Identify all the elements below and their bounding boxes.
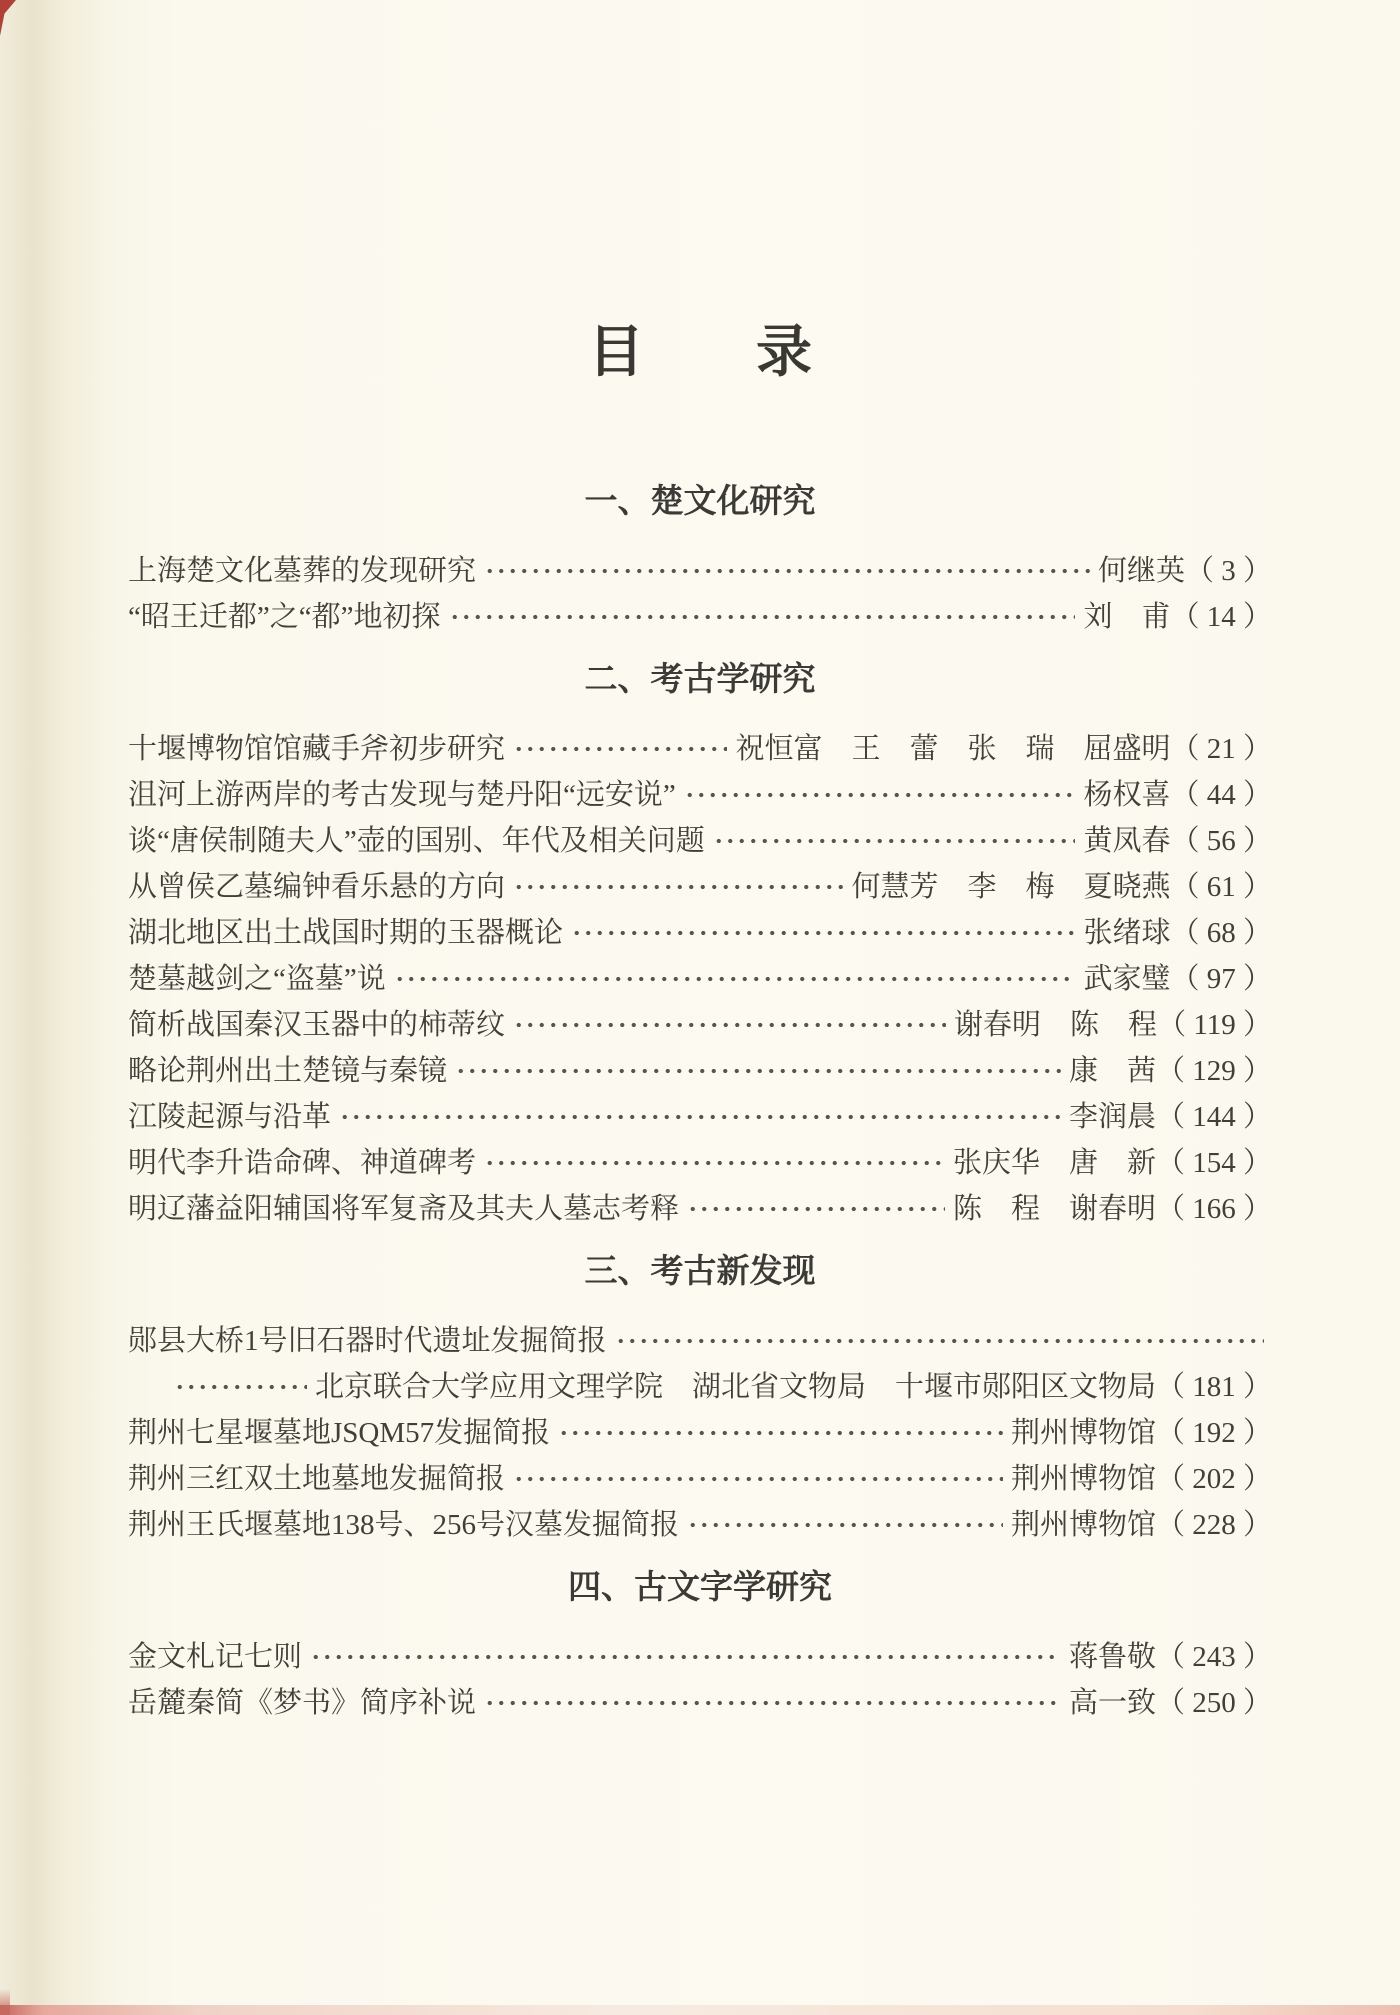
entry-page-number: （ 228 ） [1155,1509,1272,1541]
dot-leader [481,548,1090,594]
entry-title: 从曾侯乙墓编钟看乐悬的方向 [128,871,506,903]
entry-authors: 陈 程 谢春明 [952,1193,1156,1225]
dot-leader [481,1680,1061,1726]
section-heading: 一、楚文化研究 [584,482,816,519]
toc-entry [128,726,1272,772]
entry-authors: 北京联合大学应用文理学院 湖北省文物局 十堰市郧阳区文物局 [314,1371,1156,1403]
entry-page-number: （ 61 ） [1170,871,1272,903]
entry-authors: 何慧芳 李 梅 夏晓燕 [851,871,1171,903]
entry-authors: 黄凤春 [1083,825,1171,857]
entry-page-number: （ 129 ） [1155,1055,1272,1087]
scan-red-edge-artifact [0,1989,10,2015]
toc-entry [128,594,1272,640]
entry-title: 岳麓秦简《梦书》简序补说 [128,1687,477,1719]
toc-entry [128,1318,1272,1410]
entry-page-number: （ 144 ） [1155,1101,1272,1133]
entry-page-number: （ 243 ） [1155,1641,1272,1673]
toc-entry [128,548,1272,594]
entry-title: 明辽藩益阳辅国将军复斋及其夫人墓志考释 [128,1193,680,1225]
entry-author-line [128,1364,1272,1410]
dot-leader [452,1048,1061,1094]
entry-page-number: （ 44 ） [1170,779,1272,811]
entry-page-number: （ 21 ） [1170,733,1272,765]
dot-leader [510,726,727,772]
entry-title: 荆州王氏堰墓地138号、256号汉墓发掘简报 [128,1509,680,1541]
toc-entry [128,864,1272,910]
dot-leader [710,818,1076,864]
entry-page-number: （ 154 ） [1155,1147,1272,1179]
entry-title: 湖北地区出土战国时期的玉器概论 [128,917,564,949]
dot-leader [612,1318,1264,1364]
toc-entry [128,818,1272,864]
entry-authors: 康 茜 [1068,1055,1156,1087]
entry-title: 沮河上游两岸的考古发现与楚丹阳“远安说” [128,779,676,811]
entry-title: 楚墓越剑之“盗墓”说 [128,963,386,995]
section-entries [128,726,1272,1232]
entry-authors: 高一致 [1068,1687,1156,1719]
entry-authors: 张绪球 [1083,917,1171,949]
toc-sections [128,478,1272,1726]
entry-authors: 蒋鲁敬 [1068,1641,1156,1673]
entry-authors: 谢春明 陈 程 [954,1009,1158,1041]
scan-red-edge-artifact [0,0,16,36]
dot-leader [510,1456,1003,1502]
toc-entry [128,910,1272,956]
dot-leader [555,1410,1003,1456]
entry-page-number: （ 181 ） [1155,1371,1272,1403]
entry-page-number: （ 166 ） [1155,1193,1272,1225]
entry-authors: 何继英 [1097,555,1185,587]
toc-entry [128,1456,1272,1502]
dot-leader [307,1634,1061,1680]
dot-leader [391,956,1076,1002]
entry-authors: 李润晨 [1068,1101,1156,1133]
toc-entry [128,772,1272,818]
page-title: 目 录 [588,322,812,384]
section-heading: 三、考古新发现 [584,1252,816,1289]
entry-title: 荆州三红双土地墓地发掘简报 [128,1463,506,1495]
section-heading: 四、古文字学研究 [568,1568,832,1605]
entry-authors: 杨权喜 [1083,779,1171,811]
entry-page-number: （ 14 ） [1170,601,1272,633]
toc-section [128,1564,1272,1726]
entry-page-number: （ 56 ） [1170,825,1272,857]
dot-leader [446,594,1076,640]
entry-title: “昭王迁都”之“都”地初探 [128,601,441,633]
dot-leader [481,1140,945,1186]
toc-content [128,0,1272,1726]
entry-page-number: （ 68 ） [1170,917,1272,949]
toc-entry [128,1140,1272,1186]
section-entries [128,548,1272,640]
dot-leader [684,1502,1003,1548]
toc-entry [128,1502,1272,1548]
entry-title: 荆州七星堰墓地JSQM57发掘简报 [128,1417,551,1449]
dot-leader [510,1002,946,1048]
entry-title: 金文札记七则 [128,1641,303,1673]
entry-title: 简析战国秦汉玉器中的柿蒂纹 [128,1009,506,1041]
entry-authors: 荆州博物馆 [1010,1463,1156,1495]
toc-entry [128,1094,1272,1140]
entry-page-number: （ 3 ） [1184,555,1272,587]
entry-page-number: （ 250 ） [1155,1687,1272,1719]
toc-entry [128,1680,1272,1726]
entry-title: 上海楚文化墓葬的发现研究 [128,555,477,587]
toc-entry [128,956,1272,1002]
entry-authors: 刘 甫 [1083,601,1171,633]
entry-authors: 祝恒富 王 蕾 张 瑞 屈盛明 [735,733,1171,765]
entry-title: 明代李升诰命碑、神道碑考 [128,1147,477,1179]
dot-leader [568,910,1075,956]
dot-leader [684,1186,945,1232]
entry-title-line [128,1318,1272,1364]
toc-section [128,656,1272,1232]
entry-authors: 荆州博物馆 [1010,1509,1156,1541]
scan-red-edge-artifact [0,2005,1400,2015]
entry-page-number: （ 119 ） [1157,1009,1272,1041]
toc-entry [128,1634,1272,1680]
entry-title: 十堰博物馆馆藏手斧初步研究 [128,733,506,765]
section-heading: 二、考古学研究 [584,660,816,697]
dot-leader [681,772,1076,818]
toc-entry [128,1002,1272,1048]
entry-title: 谈“唐侯制随夫人”壶的国别、年代及相关问题 [128,825,705,857]
entry-page-number: （ 202 ） [1155,1463,1272,1495]
dot-leader [171,1364,307,1410]
toc-entry [128,1410,1272,1456]
entry-title: 略论荆州出土楚镜与秦镜 [128,1055,448,1087]
toc-section [128,1248,1272,1548]
entry-page-number: （ 97 ） [1170,963,1272,995]
toc-entry [128,1048,1272,1094]
toc-section [128,478,1272,640]
entry-page-number: （ 192 ） [1155,1417,1272,1449]
entry-title: 郧县大桥1号旧石器时代遗址发掘简报 [128,1325,607,1357]
entry-authors: 荆州博物馆 [1010,1417,1156,1449]
entry-title: 江陵起源与沿革 [128,1101,332,1133]
dot-leader [510,864,843,910]
toc-entry [128,1186,1272,1232]
entry-authors: 武家璧 [1083,963,1171,995]
dot-leader [336,1094,1061,1140]
section-entries [128,1318,1272,1548]
section-entries [128,1634,1272,1726]
entry-authors: 张庆华 唐 新 [952,1147,1156,1179]
